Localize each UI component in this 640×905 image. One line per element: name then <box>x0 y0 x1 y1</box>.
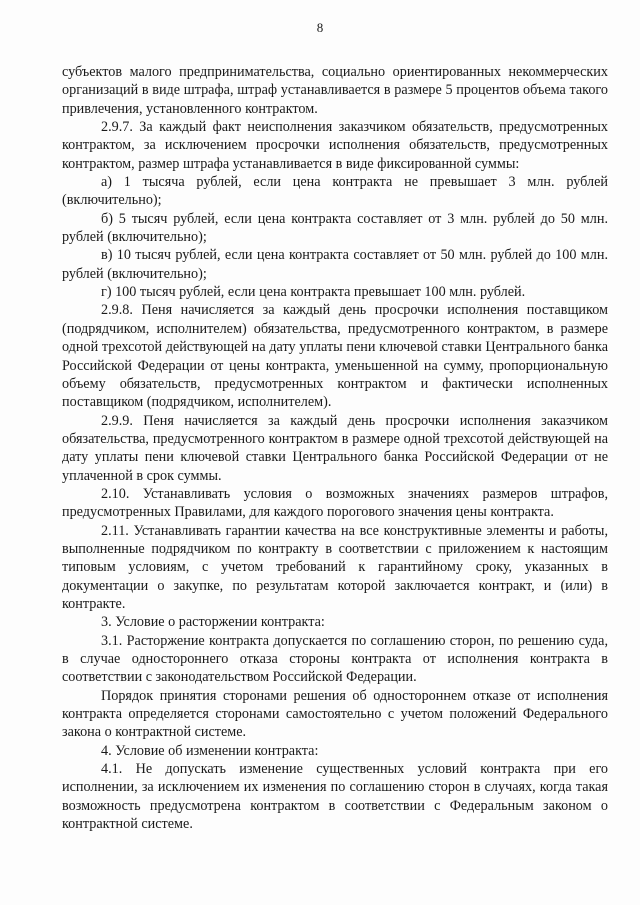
paragraph-2-9-7: 2.9.7. За каждый факт неисполнения заказчиком обязательств, предусмотренных контрактом, за исключением просрочки исполнения обязательств, предусмотренных контрактом, размер штрафа устанавливается в виде фиксированной суммы: <box>62 119 608 172</box>
page-number: 8 <box>316 20 324 35</box>
paragraph-2-9-9: 2.9.9. Пеня начисляется за каждый день просрочки исполнения заказчиком обязательства, предусмотренного контрактом в размере одной трехсотой действующей на дату уплаты пени ключевой ставки Центрального банка Российской Федерации от не уплаченной в срок суммы. <box>62 412 608 484</box>
paragraph-termination-procedure: Порядок принятия сторонами решения об одностороннем отказе от исполнения контракта определяется сторонами самостоятельно с учетом положений Федерального закона о контрактной системе. <box>62 687 608 741</box>
paragraph-3-1: 3.1. Расторжение контракта допускается по соглашению сторон, по решению суда, в случае одностороннего отказа стороны контракта от исполнения контракта в соответствии с законодательством Российской Федерации. <box>62 632 608 686</box>
list-item-v: в) 10 тысяч рублей, если цена контракта составляет от 50 млн. рублей до 100 млн. рублей (включительно); <box>62 247 608 282</box>
section-heading-3: 3. Условие о расторжении контракта: <box>101 614 325 631</box>
paragraph-2-9-8: 2.9.8. Пеня начисляется за каждый день просрочки исполнения поставщиком (подрядчиком, исполнителем) обязательства, предусмотренного контрактом, в размере одной трехсотой действующей на дату уплаты пени ключевой ставки Центрального банка Российской Федерации от цены контракта, уменьшенной на сумму, пропорциональную объему обязательств, предусмотренных контрактом и фактически исполненных поставщиком (подрядчиком, исполнителем). <box>62 302 608 411</box>
paragraph-2-11: 2.11. Устанавливать гарантии качества на все конструктивные элементы и работы, выполненные подрядчиком по контракту в соответствии с приложением к настоящим типовым условиям, с учетом требований к гарантийному сроку, указанных в документации о закупке, по результатам которой заключается контракт, и (или) в контракте. <box>62 522 608 612</box>
section-heading-4: 4. Условие об изменении контракта: <box>101 742 319 759</box>
paragraph-continuation: субъектов малого предпринимательства, социально ориентированных некоммерческих организаций в виде штрафа, штраф устанавливается в размере 5 процентов объема такого привлечения, установленного контрактом. <box>62 64 608 117</box>
paragraph-4-1: 4.1. Не допускать изменение существенных условий контракта при его исполнении, за исключением их изменения по соглашению сторон в случаях, когда такая возможность предусмотрена контрактом в соответствии с Федеральным законом о контрактной системе. <box>62 761 608 833</box>
document-body <box>62 63 608 833</box>
list-item-b: б) 5 тысяч рублей, если цена контракта составляет от 3 млн. рублей до 50 млн. рублей (включительно); <box>62 210 608 246</box>
list-item-a: а) 1 тысяча рублей, если цена контракта не превышает 3 млн. рублей (включительно); <box>62 174 608 209</box>
list-item-g: г) 100 тысяч рублей, если цена контракта превышает 100 млн. рублей. <box>101 284 526 301</box>
paragraph-2-10: 2.10. Устанавливать условия о возможных значениях размеров штрафов, предусмотренных Правилами, для каждого порогового значения цены контракта. <box>62 485 608 521</box>
